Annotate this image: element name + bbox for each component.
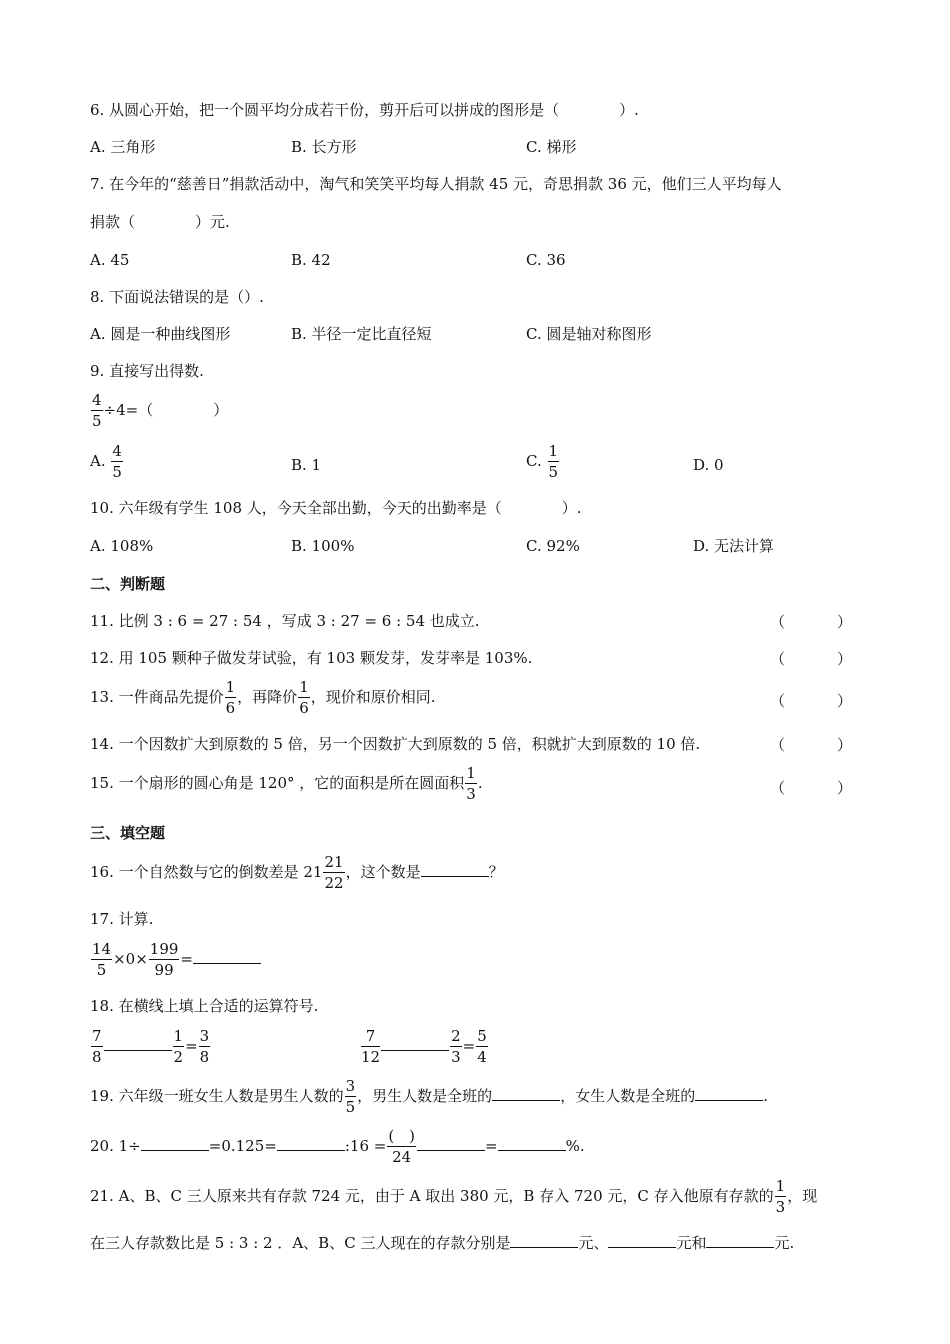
q9-fraction: $\frac{4}{5}$ — [92, 391, 102, 430]
q12-answer-paren[interactable]: （ ） — [770, 650, 852, 668]
q9-expression: $\frac{4}{5}$ ÷4=（ ） — [92, 391, 229, 430]
q9-option-c: C. $\frac{1}{5}$ — [526, 442, 559, 481]
question-20: 20. 1÷ =0.125= :16 = $\frac{( )}{24}$ = %. — [90, 1127, 585, 1166]
q8-option-a: A. 圆是一种曲线图形 — [90, 325, 231, 343]
q15-answer-paren[interactable]: （ ） — [770, 779, 852, 797]
q14-answer-paren[interactable]: （ ） — [770, 736, 852, 754]
question-8-stem: 8. 下面说法错误的是（）. — [90, 288, 264, 306]
question-18-stem: 18. 在横线上填上合适的运算符号. — [90, 997, 319, 1015]
section-3-title: 三、填空题 — [90, 824, 166, 842]
q20-blank-4[interactable] — [498, 1136, 566, 1151]
q21-blank-1[interactable] — [510, 1233, 578, 1248]
q8-option-b: B. 半径一定比直径短 — [291, 325, 432, 343]
question-19: 19. 六年级一班女生人数是男生人数的 $\frac{3}{5}$ ，男生人数是全班的 ，女生人数是全班的 . — [90, 1077, 768, 1116]
q9-option-a: A. $\frac{4}{5}$ — [90, 442, 122, 481]
q10-option-c: C. 92% — [526, 537, 580, 555]
question-7-stem-line1: 7. 在今年的“慈善日”捐款活动中，淘气和笑笑平均每人捐款 45 元，奇思捐款 36 元，他们三人平均每人 — [90, 175, 782, 193]
question-12: 12. 用 105 颗种子做发芽试验，有 103 颗发芽，发芽率是 103%. — [90, 649, 533, 667]
q18-blank-2[interactable] — [381, 1036, 449, 1051]
q10-option-a: A. 108% — [90, 537, 154, 555]
question-17-stem: 17. 计算. — [90, 910, 154, 928]
q6-option-c: C. 梯形 — [526, 138, 577, 156]
q6-option-a: A. 三角形 — [90, 138, 156, 156]
question-7-stem-line2: 捐款（ ）元. — [90, 213, 230, 231]
q16-answer-blank[interactable] — [421, 862, 489, 877]
question-11: 11. 比例 3 : 6 = 27 : 54 ，写成 3 : 27 = 6 : 54 也成立. — [90, 612, 480, 630]
q19-blank-2[interactable] — [695, 1086, 763, 1101]
section-2-title: 二、判断题 — [90, 575, 166, 593]
q19-blank-1[interactable] — [492, 1086, 560, 1101]
q13-answer-paren[interactable]: （ ） — [770, 692, 852, 710]
question-13: 13. 一件商品先提价 $\frac{1}{6}$ ，再降价 $\frac{1}{6}$ ，现价和原价相同. — [90, 678, 436, 717]
q9-option-b: B. 1 — [291, 456, 322, 474]
question-15: 15. 一个扇形的圆心角是 120° ，它的面积是所在圆面积 $\frac{1}{3}$ . — [90, 764, 483, 803]
question-9-stem: 9. 直接写出得数. — [90, 362, 204, 380]
q7-option-b: B. 42 — [291, 251, 331, 269]
q21-blank-3[interactable] — [706, 1233, 774, 1248]
q17-expression: $\frac{14}{5}$ ×0× $\frac{199}{99}$ = — [90, 942, 261, 978]
q18-blank-1[interactable] — [104, 1036, 172, 1051]
question-16: 16. 一个自然数与它的倒数差是 21 $\frac{21}{22}$ ，这个数是 ？ — [90, 853, 504, 892]
q7-option-c: C. 36 — [526, 251, 566, 269]
q11-answer-paren[interactable]: （ ） — [770, 613, 852, 631]
question-21-line1: 21. A、B、C 三人原来共有存款 724 元，由于 A 取出 380 元，B 存入 720 元，C 存入他原有存款的 $\frac{1}{3}$ ，现 — [90, 1177, 818, 1216]
q20-blank-3[interactable] — [417, 1136, 485, 1151]
q20-blank-1[interactable] — [141, 1136, 209, 1151]
question-21-line2: 在三人存款数比是 5 : 3 : 2 ．A、B、C 三人现在的存款分别是 元、 元和 元. — [90, 1234, 795, 1252]
q17-answer-blank[interactable] — [193, 949, 261, 964]
q10-option-d: D. 无法计算 — [693, 537, 775, 555]
q20-blank-2[interactable] — [277, 1136, 345, 1151]
q8-option-c: C. 圆是轴对称图形 — [526, 325, 652, 343]
question-10-stem: 10. 六年级有学生 108 人，今天全部出勤，今天的出勤率是（ ）. — [90, 499, 582, 517]
q9-option-d: D. 0 — [693, 456, 724, 474]
q6-option-b: B. 长方形 — [291, 138, 357, 156]
q7-option-a: A. 45 — [90, 251, 130, 269]
q10-option-b: B. 100% — [291, 537, 355, 555]
q21-blank-2[interactable] — [608, 1233, 676, 1248]
q18-expression-2: $\frac{7}{12}$ $\frac{2}{3}$ = $\frac{5}{4}$ — [361, 1027, 487, 1066]
q18-expression-1: $\frac{7}{8}$ $\frac{1}{2}$ = $\frac{3}{8}$ — [92, 1027, 210, 1066]
question-14: 14. 一个因数扩大到原数的 5 倍，另一个因数扩大到原数的 5 倍，积就扩大到原数的 10 倍. — [90, 735, 701, 753]
question-6-stem: 6. 从圆心开始，把一个圆平均分成若干份，剪开后可以拼成的图形是（ ）. — [90, 101, 639, 119]
